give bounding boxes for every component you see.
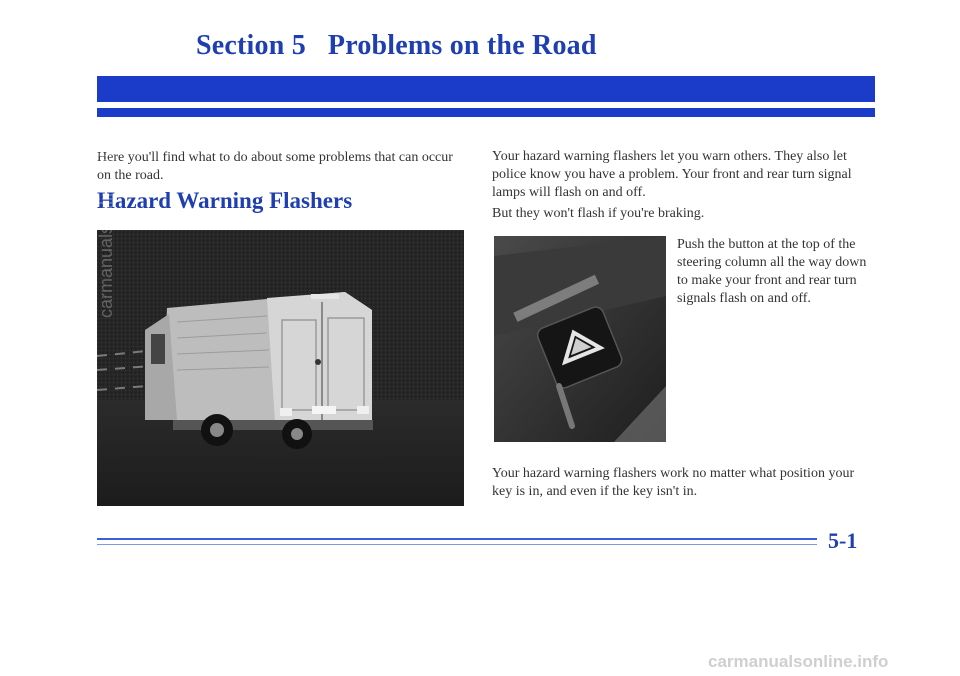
delivery-van-photo: [97, 230, 464, 506]
section-number: Section 5: [196, 30, 306, 61]
side-watermark: carmanualsonline.info: [96, 142, 116, 318]
footer-rule-bottom: [97, 544, 817, 545]
section-name: Problems on the Road: [327, 30, 597, 61]
braking-note: But they won't flash if you're braking.: [492, 206, 705, 221]
header-band-thick: [97, 76, 875, 102]
bottom-watermark: carmanualsonline.info: [708, 652, 889, 671]
key-position-note: Your hazard warning flashers work no matter what position your key is in, and even if the key isn't in.: [492, 466, 855, 499]
intro-paragraph: Here you'll find what to do about some problems that can occur on the road.: [97, 150, 453, 183]
flashers-description: Your hazard warning flashers let you warn others. They also let police know you have a problem. Your front and rear turn signal lamps will flash on and off.: [492, 149, 852, 200]
section-title: [196, 30, 597, 62]
hazard-button-photo: [494, 236, 666, 442]
button-instruction: Push the button at the top of the steering column all the way down to make your front and rear turn signals flash on and off.: [677, 237, 867, 306]
page-number: 5-1: [828, 528, 858, 553]
header-band-thin: [97, 108, 875, 117]
footer-rule-top: [97, 538, 817, 540]
hazard-heading: Hazard Warning Flashers: [97, 188, 353, 213]
